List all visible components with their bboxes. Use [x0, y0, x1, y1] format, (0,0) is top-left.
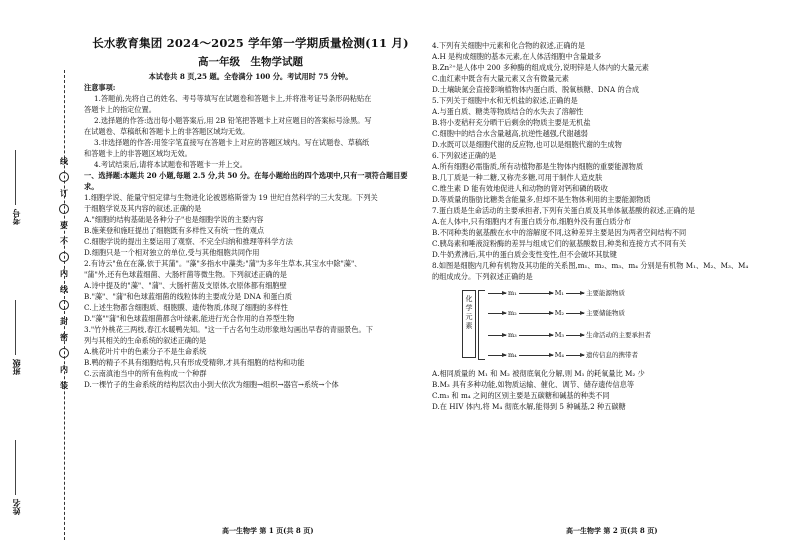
footer-left: 高一生物学 第 1 页(共 8 页) [222, 526, 314, 535]
question-8-stem: 8.如图是细胞内几种有机物及其功能的关系图,m₁、m₂、m₃、m₄ 分别是有机物 M₁、M₂、M₃、M₄ [432, 261, 749, 270]
question-2-option: A.诗中提及的"藻"、"蒲"、大肠杆菌及支原体,衣原体都有细胞壁 [84, 281, 287, 290]
note-line: 4.考试结束后,请将本试题卷和答题卡一并上交。 [94, 160, 247, 169]
class-field[interactable]: 班级 [10, 300, 50, 375]
question-8-stem: 的组成成分。下列叙述正确的是 [432, 272, 533, 281]
question-7-stem: 7.蛋白质是生命活动的主要承担者,下列有关蛋白质及其单体氨基酸的叙述,正确的是 [432, 206, 695, 215]
question-1-stem: 于细胞学说及其内容的叙述,正确的是 [84, 204, 202, 213]
question-2-option: D."藻""蒲"和色球蓝细菌都含叶绿素,能进行光合作用的自养型生物 [84, 314, 295, 323]
question-4-option: B.Zn²⁺是人体中 200 多种酶的组成成分,说明锌是人体内的大量元素 [432, 63, 649, 72]
name-field[interactable]: 姓名 [10, 440, 50, 515]
question-7-option: C.胰岛素和唾液淀粉酶的差异与组成它们的氨基酸数目,种类和连接方式不同有关 [432, 239, 687, 248]
question-8-option: D.在 HIV 体内,将 M₄ 彻底水解,能得到 5 种碱基,2 种五碳糖 [432, 402, 626, 411]
question-3-option: C.云南滇池当中的所有鱼构成一个种群 [84, 369, 207, 378]
diagram-row: m₄ M₄ 遗传信息的携带者 [486, 350, 638, 361]
diagram-brace [478, 290, 485, 360]
question-5-option: C.细胞中的结合水含量越高,抗逆性越强,代谢越弱 [432, 129, 588, 138]
diagram-row: m₂ M₂ 主要储能物质 [486, 308, 625, 319]
left-column [84, 36, 417, 390]
question-8-option: C.m₃ 和 m₄ 之间的区别主要是五碳糖和碱基的种类不同 [432, 391, 610, 400]
question-3-option: B.鸭的精子不具有细胞结构,只有形成受精卵,才具有细胞的结构和功能 [84, 358, 305, 367]
question-3-stem: 3."竹外桃花三两枝,春江水暖鸭先知。"这一千古名句生动形象地勾画出早春的青丽景色。下 [84, 325, 373, 334]
question-6-option: B.几丁质是一种二糖,又称壳多糖,可用于制作人造皮肤 [432, 173, 603, 182]
question-8-option: A.相同质量的 M₁ 和 M₂ 被彻底氧化分解,则 M₁ 的耗氧量比 M₂ 少 [432, 369, 645, 378]
question-5-option: A.与蛋白质、糖类等物质结合的水失去了溶解性 [432, 107, 584, 116]
question-1-option: C.细胞学说的提出主要运用了观察、不完全归纳和推理等科学方法 [84, 237, 293, 246]
diagram-row: m₃ M₃ 生命活动的主要承担者 [486, 330, 651, 341]
footer-right: 高一生物学 第 2 页(共 8 页) [566, 526, 658, 535]
question-1-option: D.细胞只是一个相对独立的单位,受与其他细胞共同作用 [84, 248, 260, 257]
question-1-option: B.施莱登和施旺提出了细胞既有多样性又有统一性的观点 [84, 226, 265, 235]
note-line: 答题卡上的指定位置。 [84, 105, 156, 114]
question-3-option: D.一棵竹子的生命系统的结构层次由小到大依次为细胞→组织→器官→系统→个体 [84, 380, 339, 389]
question-8-option: B.M₃ 具有多种功能,如物质运输、催化、调节、储存遗传信息等 [432, 380, 635, 389]
binding-strip [0, 0, 80, 551]
question-2-stem: 2.有诗云"鱼在在藻,依于其蒲"。"藻"多指水中藻类;"蒲"为多年生草本,其宝水中除"藻"、 [84, 259, 362, 268]
section-heading: 一、选择题:本题共 20 小题,每题 2.5 分,共 50 分。在每小题给出的四个选项中,只有一项符合题目要求。 [84, 171, 408, 191]
question-7-option: A.在人体中,只有细胞内才有蛋白质分布,细胞外没有蛋白质分布 [432, 217, 631, 226]
question-2-stem: "蒲"外,还有色球蓝细菌、大肠杆菌等微生物。下列叙述正确的是 [84, 270, 287, 279]
question-7-option: B.不同种类的氨基酸在水中的溶解度不同,这种差异主要是因为两者空间结构不同 [432, 228, 687, 237]
question-6-option: A.所有细胞必需脂质,所有动植物都是生物体内细胞的重要能源物质 [432, 162, 644, 171]
question-2-option: C.上述生物都含细胞质、细胞膜、遗传物质,体现了细胞的多样性 [84, 303, 288, 312]
exam-title: 长水教育集团 2024～2025 学年第一学期质量检测(11 月) [92, 36, 409, 50]
diagram-row: m₁ M₁ 主要能源物质 [486, 288, 625, 299]
note-line: 2.选择题的作答:选出每小题答案后,用 2B 铅笔把答题卡上对应题目的答案标号涂黑。写 [94, 116, 372, 125]
exam-subtitle: 高一年级 生物学试题 [198, 56, 303, 68]
note-line: 和答题卡上的非答题区域均无效。 [84, 149, 192, 158]
notes-label: 注意事项: [84, 83, 116, 92]
question-1-stem: 1.细胞学说、能量守恒定律与生物进化论被恩格斯誉为 19 世纪自然科学的三大发现。下列关 [84, 193, 378, 202]
question-3-option: A.桃花叶片中的色素分子不是生命系统 [84, 347, 207, 356]
question-4-option: D.土壤缺氮会直接影响植物体内蛋白质、脱氧核糖、DNA 的合成 [432, 85, 640, 94]
organic-matter-diagram [462, 284, 662, 364]
note-line: 3.非选择题的作答:用签字笔直接写在答题卡上对应的答题区域内。写在试题卷、草稿纸 [94, 138, 370, 147]
right-column [432, 40, 772, 412]
binding-warning-text: 线 订 要 不 内 线 封 密 内 装 [60, 156, 68, 390]
exam-info: 本试卷共 8 页,25 题。全卷满分 100 分。考试用时 75 分钟。 [148, 72, 353, 81]
question-5-option: B.将小麦秸秆充分晒干后剩余的物质主要是无机盐 [432, 118, 591, 127]
question-2-option: B."藻"、"蒲"和色球蓝细菌的线粒体的主要成分是 DNA 和蛋白质 [84, 292, 292, 301]
exam-number-field[interactable]: 考号 [10, 150, 50, 225]
question-4-option: A.H 是构成细胞的基本元素,在人体活细胞中含量最多 [432, 52, 602, 61]
question-6-stem: 6.下列叙述正确的是 [432, 151, 497, 160]
diagram-source-box: 化学元素 [462, 290, 476, 358]
question-6-option: D.等质量的脂肪比糖类含能量多,但却不是生物体利用的主要能源物质 [432, 195, 651, 204]
note-line: 1.答题前,先将自己的姓名、考号等填写在试题卷和答题卡上,并将准考证号条形码粘贴在 [94, 94, 372, 103]
note-line: 在试题卷、草稿纸和答题卡上的非答题区域均无效。 [84, 127, 250, 136]
question-6-option: C.维生素 D 能有效地促进人和动物的肾对钙和磷的吸收 [432, 184, 608, 193]
question-4-option: C.血红素中既含有大量元素又含有微量元素 [432, 74, 569, 83]
question-4-stem: 4.下列有关细胞中元素和化合物的叙述,正确的是 [432, 41, 585, 50]
question-1-option: A."细胞的结构基础是各种分子"也是细胞学说的主要内容 [84, 215, 264, 224]
binding-fields [10, 0, 50, 551]
question-5-stem: 5.下列关于细胞中水和无机盐的叙述,正确的是 [432, 96, 578, 105]
question-7-option: D.牛奶煮沸后,其中的蛋白质会变性变性,但不会破坏其肽键 [432, 250, 617, 259]
question-3-stem: 列与其相关的生命系统的叙述正确的是 [84, 336, 207, 345]
question-5-option: D.水既可以是细胞代谢的反应物,也可以是细胞代谢的生成物 [432, 140, 622, 149]
